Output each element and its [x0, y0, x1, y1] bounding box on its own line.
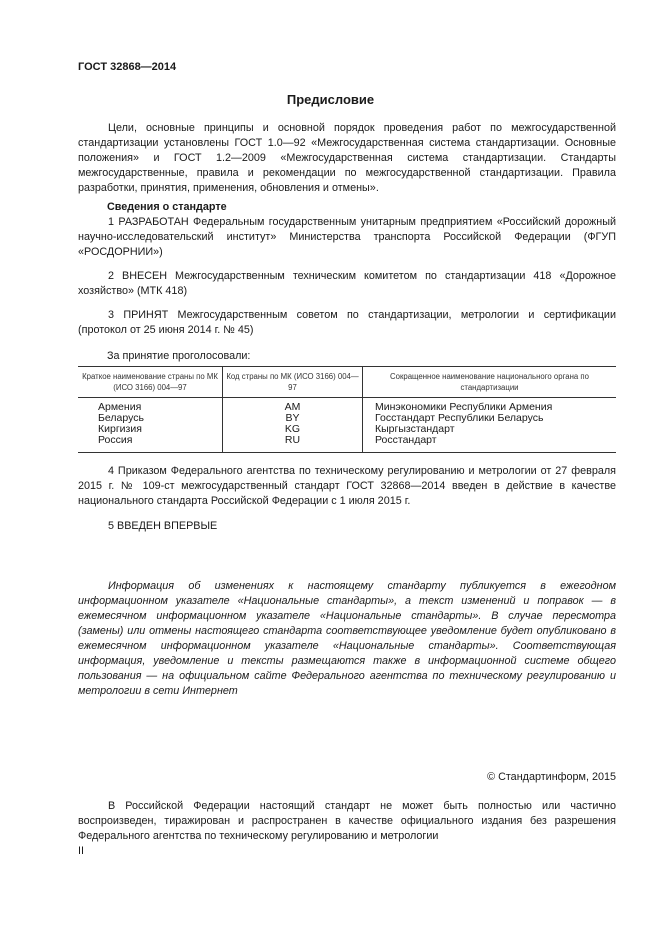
country-name: Беларусь — [98, 412, 144, 424]
header-body: Сокращенное наименование национального органа по стандартизации — [363, 367, 617, 398]
standard-id-header: ГОСТ 32868—2014 — [78, 61, 177, 73]
table-row — [78, 435, 616, 453]
country-code: RU — [223, 435, 363, 453]
country-code: AM — [223, 398, 363, 414]
standards-body: Минэкономики Республики Армения — [363, 398, 617, 414]
country-code: BY — [223, 413, 363, 424]
table-header-row — [78, 367, 616, 398]
table-row — [78, 424, 616, 435]
reproduction-restriction: В Российской Федерации настоящий стандарт не может быть полностью или частично воспроизведен, тиражирован и распространен в качестве официального издания без разрешения Федерального агентства по техническому регулированию и метрологии — [78, 800, 616, 842]
voting-table — [78, 366, 616, 453]
country-name: Киргизия — [98, 423, 142, 435]
intro-paragraph: Цели, основные принципы и основной порядок проведения работ по межгосударственной стандартизации установлены ГОСТ 1.0—92 «Межгосударственная система стандартизации. Основные положения» и ГОСТ 1.2—2009 «Межгосударственная система стандартизации. Стандарты межгосударственные, правила и рекомендации по межгосударственной стандартизации. Правила разработки, принятия, применения, обновления и отмены». — [78, 122, 616, 194]
header-country: Краткое наименование страны по МК (ИСО 3166) 004—97 — [78, 367, 223, 398]
header-code: Код страны по МК (ИСО 3166) 004—97 — [223, 367, 363, 398]
info-heading: Сведения о стандарте — [107, 201, 227, 213]
country-name: Армения — [98, 401, 142, 413]
page-title: Предисловие — [286, 92, 375, 107]
voted-label: За принятие проголосовали: — [107, 350, 251, 362]
item-adopted: 3 ПРИНЯТ Межгосударственным советом по стандартизации, метрологии и сертификации (протокол от 25 июня 2014 г. № 45) — [78, 309, 616, 336]
standards-body: Росстандарт — [363, 435, 617, 453]
item-introduced: 5 ВВЕДЕН ВПЕРВЫЕ — [108, 520, 218, 532]
standards-body: Госстандарт Республики Беларусь — [363, 413, 617, 424]
changes-notice: Информация об изменениях к настоящему стандарту публикуется в ежегодном информационном указателе «Национальные стандарты», а текст изменений и поправок — в ежемесячном информационном указателе «Национальные стандарты». В случае пересмотра (замены) или отмены настоящего стандарта соответствующее уведомление будет опубликовано в ежемесячном информационном указателе «Национальные стандарты». Соответствующая информация, уведомление и тексты размещаются также в информационной системе общего пользования — на официальном сайте Федерального агентства по техническому регулированию и метрологии в сети Интернет — [78, 580, 616, 697]
page-number: II — [78, 845, 84, 857]
table-row — [78, 413, 616, 424]
item-developed: 1 РАЗРАБОТАН Федеральным государственным унитарным предприятием «Российский дорожный научно-исследовательский институт» Министерства транспорта Российской Федерации (ФГУП «РОСДОРНИИ») — [78, 216, 616, 258]
table-row — [78, 398, 616, 414]
standards-body: Кыргызстандарт — [363, 424, 617, 435]
item-enacted: 4 Приказом Федерального агентства по техническому регулированию и метрологии от 27 февраля 2015 г. № 109-ст межгосударственный стандарт ГОСТ 32868—2014 введен в действие в качестве национального стандарта Российской Федерации с 1 июля 2015 г. — [78, 465, 616, 507]
country-name: Россия — [78, 435, 223, 453]
item-submitted: 2 ВНЕСЕН Межгосударственным техническим комитетом по стандартизации 418 «Дорожное хозяйство» (МТК 418) — [78, 270, 616, 297]
country-code: KG — [223, 424, 363, 435]
copyright: © Стандартинформ, 2015 — [487, 771, 616, 783]
